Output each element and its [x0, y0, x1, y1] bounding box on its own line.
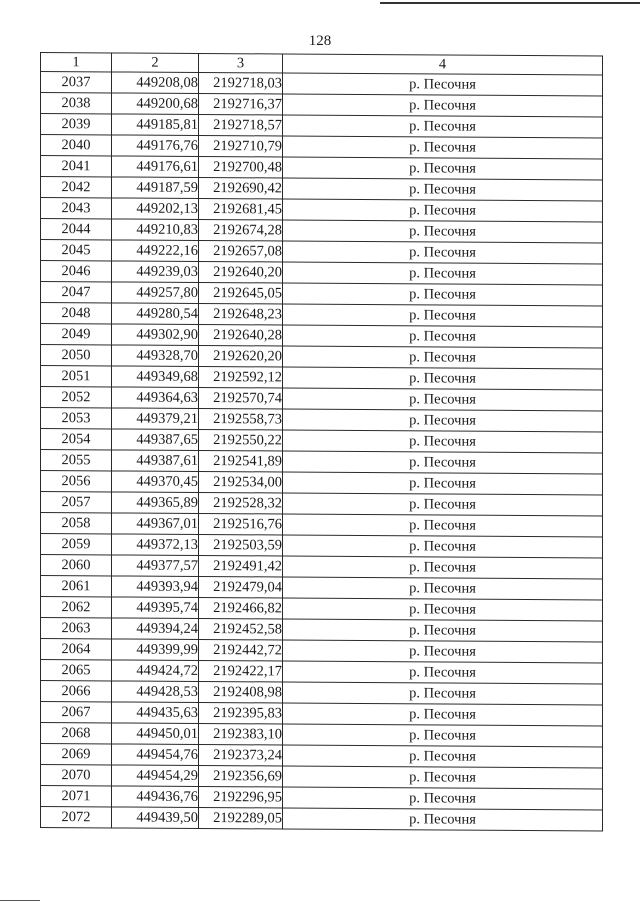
x-coordinate-cell: 449393,94 — [112, 576, 199, 598]
x-coordinate-cell: 449328,70 — [112, 345, 199, 367]
description-cell: р. Песочня — [283, 304, 603, 327]
x-coordinate-cell: 449370,45 — [112, 471, 199, 493]
y-coordinate-cell: 2192356,69 — [199, 765, 283, 787]
x-coordinate-cell: 449239,03 — [112, 261, 199, 283]
y-coordinate-cell: 2192620,20 — [199, 345, 283, 367]
y-coordinate-cell: 2192503,59 — [199, 534, 283, 556]
point-number-cell: 2052 — [41, 387, 112, 408]
y-coordinate-cell: 2192516,76 — [199, 513, 283, 535]
x-coordinate-cell: 449454,76 — [112, 744, 199, 766]
y-coordinate-cell: 2192408,98 — [199, 681, 283, 703]
y-coordinate-cell: 2192640,28 — [199, 324, 283, 346]
point-number-cell: 2067 — [41, 702, 112, 723]
description-cell: р. Песочня — [283, 136, 603, 159]
y-coordinate-cell: 2192422,17 — [199, 660, 283, 682]
column-header-1: 1 — [41, 53, 112, 72]
point-number-cell: 2069 — [41, 744, 112, 765]
column-header-2: 2 — [112, 53, 199, 73]
page-number: 128 — [308, 33, 332, 49]
column-header-4: 4 — [283, 54, 603, 75]
x-coordinate-cell: 449436,76 — [112, 786, 199, 808]
x-coordinate-cell: 449364,63 — [112, 387, 199, 409]
y-coordinate-cell: 2192395,83 — [199, 702, 283, 724]
x-coordinate-cell: 449210,83 — [112, 219, 199, 241]
description-cell: р. Песочня — [283, 661, 603, 684]
description-cell: р. Песочня — [283, 577, 603, 600]
table-body — [41, 72, 603, 831]
y-coordinate-cell: 2192558,73 — [199, 408, 283, 430]
table-row — [41, 807, 603, 831]
x-coordinate-cell: 449349,68 — [112, 366, 199, 388]
description-cell: р. Песочня — [283, 325, 603, 348]
x-coordinate-cell: 449280,54 — [112, 303, 199, 325]
description-cell: р. Песочня — [283, 787, 603, 810]
point-number-cell: 2055 — [41, 450, 112, 471]
bottom-rule — [0, 900, 40, 901]
point-number-cell: 2061 — [41, 576, 112, 597]
description-cell: р. Песочня — [283, 766, 603, 789]
point-number-cell: 2045 — [41, 240, 112, 261]
y-coordinate-cell: 2192373,24 — [199, 744, 283, 766]
y-coordinate-cell: 2192550,22 — [199, 429, 283, 451]
point-number-cell: 2049 — [41, 324, 112, 345]
y-coordinate-cell: 2192700,48 — [199, 156, 283, 178]
point-number-cell: 2071 — [41, 786, 112, 807]
y-coordinate-cell: 2192528,32 — [199, 492, 283, 514]
description-cell: р. Песочня — [283, 682, 603, 705]
point-number-cell: 2060 — [41, 555, 112, 576]
description-cell: р. Песочня — [283, 283, 603, 306]
description-cell: р. Песочня — [283, 409, 603, 432]
x-coordinate-cell: 449395,74 — [112, 597, 199, 619]
y-coordinate-cell: 2192491,42 — [199, 555, 283, 577]
description-cell: р. Песочня — [283, 451, 603, 474]
x-coordinate-cell: 449435,63 — [112, 702, 199, 724]
point-number-cell: 2057 — [41, 492, 112, 513]
top-rule — [380, 2, 640, 4]
y-coordinate-cell: 2192681,45 — [199, 198, 283, 220]
point-number-cell: 2043 — [41, 198, 112, 219]
description-cell: р. Песочня — [283, 808, 603, 831]
point-number-cell: 2042 — [41, 177, 112, 198]
description-cell: р. Песочня — [283, 178, 603, 201]
point-number-cell: 2039 — [41, 114, 112, 135]
description-cell: р. Песочня — [283, 724, 603, 747]
x-coordinate-cell: 449367,01 — [112, 513, 199, 535]
x-coordinate-cell: 449185,81 — [112, 114, 199, 136]
point-number-cell: 2051 — [41, 366, 112, 387]
description-cell: р. Песочня — [283, 220, 603, 243]
description-cell: р. Песочня — [283, 346, 603, 369]
x-coordinate-cell: 449439,50 — [112, 807, 199, 829]
y-coordinate-cell: 2192718,57 — [199, 114, 283, 136]
x-coordinate-cell: 449399,99 — [112, 639, 199, 661]
description-cell: р. Песочня — [283, 556, 603, 579]
y-coordinate-cell: 2192541,89 — [199, 450, 283, 472]
x-coordinate-cell: 449176,76 — [112, 135, 199, 157]
y-coordinate-cell: 2192648,23 — [199, 303, 283, 325]
point-number-cell: 2054 — [41, 429, 112, 450]
point-number-cell: 2068 — [41, 723, 112, 744]
y-coordinate-cell: 2192534,00 — [199, 471, 283, 493]
point-number-cell: 2066 — [41, 681, 112, 702]
y-coordinate-cell: 2192718,03 — [199, 72, 283, 94]
x-coordinate-cell: 449372,13 — [112, 534, 199, 556]
y-coordinate-cell: 2192452,58 — [199, 618, 283, 640]
description-cell: р. Песочня — [283, 598, 603, 621]
point-number-cell: 2070 — [41, 765, 112, 786]
y-coordinate-cell: 2192657,08 — [199, 240, 283, 262]
y-coordinate-cell: 2192645,05 — [199, 282, 283, 304]
point-number-cell: 2044 — [41, 219, 112, 240]
x-coordinate-cell: 449424,72 — [112, 660, 199, 682]
column-header-3: 3 — [199, 53, 283, 73]
y-coordinate-cell: 2192690,42 — [199, 177, 283, 199]
x-coordinate-cell: 449365,89 — [112, 492, 199, 514]
description-cell: р. Песочня — [283, 514, 603, 537]
point-number-cell: 2040 — [41, 135, 112, 156]
point-number-cell: 2050 — [41, 345, 112, 366]
description-cell: р. Песочня — [283, 472, 603, 495]
point-number-cell: 2059 — [41, 534, 112, 555]
x-coordinate-cell: 449379,21 — [112, 408, 199, 430]
x-coordinate-cell: 449394,24 — [112, 618, 199, 640]
y-coordinate-cell: 2192296,95 — [199, 786, 283, 808]
y-coordinate-cell: 2192710,79 — [199, 135, 283, 157]
point-number-cell: 2053 — [41, 408, 112, 429]
point-number-cell: 2064 — [41, 639, 112, 660]
description-cell: р. Песочня — [283, 115, 603, 138]
point-number-cell: 2046 — [41, 261, 112, 282]
description-cell: р. Песочня — [283, 199, 603, 222]
y-coordinate-cell: 2192640,20 — [199, 261, 283, 283]
point-number-cell: 2062 — [41, 597, 112, 618]
y-coordinate-cell: 2192674,28 — [199, 219, 283, 241]
x-coordinate-cell: 449387,61 — [112, 450, 199, 472]
description-cell: р. Песочня — [283, 430, 603, 453]
description-cell: р. Песочня — [283, 73, 603, 96]
point-number-cell: 2072 — [41, 807, 112, 828]
description-cell: р. Песочня — [283, 619, 603, 642]
description-cell: р. Песочня — [283, 388, 603, 411]
y-coordinate-cell: 2192479,04 — [199, 576, 283, 598]
point-number-cell: 2038 — [41, 93, 112, 114]
description-cell: р. Песочня — [283, 367, 603, 390]
y-coordinate-cell: 2192570,74 — [199, 387, 283, 409]
description-cell: р. Песочня — [283, 703, 603, 726]
x-coordinate-cell: 449200,68 — [112, 93, 199, 115]
description-cell: р. Песочня — [283, 640, 603, 663]
point-number-cell: 2048 — [41, 303, 112, 324]
x-coordinate-cell: 449302,90 — [112, 324, 199, 346]
x-coordinate-cell: 449454,29 — [112, 765, 199, 787]
x-coordinate-cell: 449257,80 — [112, 282, 199, 304]
point-number-cell: 2037 — [41, 72, 112, 93]
description-cell: р. Песочня — [283, 157, 603, 180]
description-cell: р. Песочня — [283, 262, 603, 285]
point-number-cell: 2047 — [41, 282, 112, 303]
x-coordinate-cell: 449202,13 — [112, 198, 199, 220]
point-number-cell: 2065 — [41, 660, 112, 681]
x-coordinate-cell: 449176,61 — [112, 156, 199, 178]
coordinates-table — [40, 52, 603, 831]
description-cell: р. Песочня — [283, 94, 603, 117]
y-coordinate-cell: 2192442,72 — [199, 639, 283, 661]
description-cell: р. Песочня — [283, 241, 603, 264]
x-coordinate-cell: 449387,65 — [112, 429, 199, 451]
y-coordinate-cell: 2192716,37 — [199, 93, 283, 115]
description-cell: р. Песочня — [283, 493, 603, 516]
description-cell: р. Песочня — [283, 745, 603, 768]
y-coordinate-cell: 2192592,12 — [199, 366, 283, 388]
description-cell: р. Песочня — [283, 535, 603, 558]
point-number-cell: 2041 — [41, 156, 112, 177]
point-number-cell: 2056 — [41, 471, 112, 492]
x-coordinate-cell: 449208,08 — [112, 72, 199, 94]
x-coordinate-cell: 449187,59 — [112, 177, 199, 199]
point-number-cell: 2058 — [41, 513, 112, 534]
y-coordinate-cell: 2192466,82 — [199, 597, 283, 619]
x-coordinate-cell: 449450,01 — [112, 723, 199, 745]
x-coordinate-cell: 449222,16 — [112, 240, 199, 262]
y-coordinate-cell: 2192289,05 — [199, 807, 283, 829]
x-coordinate-cell: 449428,53 — [112, 681, 199, 703]
point-number-cell: 2063 — [41, 618, 112, 639]
x-coordinate-cell: 449377,57 — [112, 555, 199, 577]
y-coordinate-cell: 2192383,10 — [199, 723, 283, 745]
